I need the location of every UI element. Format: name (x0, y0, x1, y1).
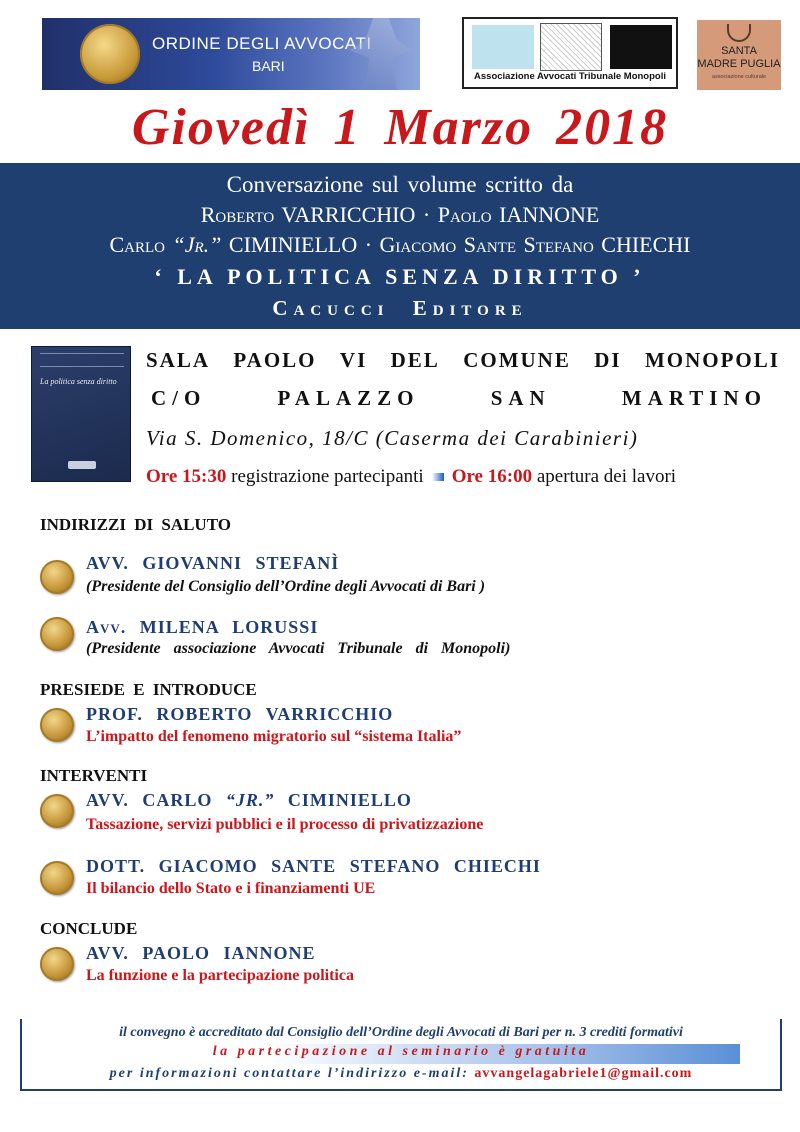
santa-logo-line3: associazione culturale (711, 74, 767, 80)
author3-last: CIMINIELLO (228, 232, 358, 257)
santa-logo-line2: MADRE PUGLIA (697, 58, 781, 70)
book-cover-stripe (40, 353, 124, 367)
assoc-logo-portrait-icon (540, 23, 602, 71)
medal-coin-icon (40, 794, 74, 828)
justice-statue-icon (342, 18, 420, 90)
assoc-logo-left-block (472, 25, 534, 69)
heading-presiede: PRESIEDE E INTRODUCE (40, 680, 257, 699)
talk-title: Il bilancio dello Stato e i finanziamenti UE (86, 880, 376, 897)
assoc-logo-right-block (610, 25, 672, 69)
speaker-prefix: Avv. (86, 617, 127, 637)
venue-address: Via S. Domenico, 18/C (Caserma dei Carabinieri) (146, 426, 639, 450)
venue-word: VI (339, 348, 368, 372)
assoc-logo-caption: Associazione Avvocati Tribunale Monopoli (474, 71, 666, 82)
author1-last: VARRICCHIO (281, 202, 416, 227)
venue-word: COMUNE (463, 348, 571, 372)
speaker-name: PROF. ROBERTO VARRICCHIO (86, 704, 394, 724)
contact-email: avvangelagabriele1@gmail.com (474, 1066, 693, 1081)
speaker-name: DOTT. GIACOMO SANTE STEFANO CHIECHI (86, 856, 541, 876)
talk-title: Tassazione, servizi pubblici e il processo di privatizzazione (86, 816, 484, 833)
heading-conclude: CONCLUDE (40, 919, 138, 938)
band-authors-row1 (0, 202, 800, 228)
ordine-logo-line1: ORDINE DEGLI AVVOCATI (152, 34, 372, 53)
venue-word: SALA (146, 348, 211, 372)
schedule (146, 466, 676, 488)
publisher-name: Cacucci (272, 296, 390, 320)
author2-last: IANNONE (499, 202, 600, 227)
venue-line2 (151, 386, 767, 411)
santa-madre-puglia-logo (697, 20, 781, 90)
santa-logo-mark-icon (727, 24, 751, 42)
author-separator: · (422, 202, 431, 227)
footer-box (20, 1019, 782, 1091)
talk-title: L’impatto del fenomeno migratorio sul “sistema Italia” (86, 728, 462, 745)
medal-coin-icon (40, 560, 74, 594)
speaker-name-text: AVV. CARLO (86, 790, 213, 810)
speaker-name: AVV. PAOLO IANNONE (86, 943, 316, 963)
venue-word: PAOLO (233, 348, 317, 372)
venue-word: MARTINO (621, 386, 767, 410)
footer-credits: il convegno è accreditato dal Consiglio dell’Ordine degli Avvocati di Bari per n. 3 crediti formativi (119, 1025, 683, 1040)
speaker-role: (Presidente del Consiglio dell’Ordine degli Avvocati di Bari ) (86, 578, 486, 595)
author4-first: Giacomo Sante Stefano (379, 232, 594, 257)
footer-contact (22, 1066, 780, 1082)
venue-word: MONOPOLI (644, 348, 780, 372)
ordine-avvocati-logo (42, 18, 420, 90)
publisher (0, 296, 800, 321)
medal-coin-icon (40, 861, 74, 895)
santa-logo-line1: SANTA (721, 45, 757, 57)
time-registration: Ore 15:30 (146, 466, 227, 487)
speaker-nick: “JR.” (225, 790, 275, 810)
medal-coin-icon (40, 708, 74, 742)
author3-first: Carlo (109, 232, 165, 257)
venue-word: PALAZZO (277, 386, 420, 410)
publisher-word: Editore (412, 296, 528, 320)
associazione-logo (462, 17, 678, 89)
author2-first: Paolo (437, 202, 492, 227)
author3-nick: “Jr.” (172, 232, 222, 257)
band-authors-row2 (0, 232, 800, 258)
medal-coin-icon (40, 617, 74, 651)
book-cover-image (31, 346, 131, 482)
time-registration-text: registrazione partecipanti (231, 466, 424, 487)
venue-word: SAN (490, 386, 551, 410)
title-band (0, 163, 800, 329)
blue-square-bullet-icon (432, 473, 444, 481)
author1-first: Roberto (200, 202, 275, 227)
speaker-name: AVV. GIOVANNI STEFANÌ (86, 553, 340, 573)
author4-last: CHIECHI (601, 232, 691, 257)
speaker-role: (Presidente associazione Avvocati Tribunale di Monopoli) (86, 640, 511, 657)
speaker-name (86, 617, 318, 638)
author-separator: · (364, 232, 373, 257)
speaker-name-text: CIMINIELLO (287, 790, 412, 810)
venue-word: DEL (390, 348, 440, 372)
medal-coin-icon (40, 947, 74, 981)
book-title: ‘ LA POLITICA SENZA DIRITTO ’ (154, 264, 646, 289)
medal-coin-icon (80, 24, 140, 84)
book-cover-title: La politica senza diritto (40, 377, 117, 386)
band-intro: Conversazione sul volume scritto da (226, 172, 574, 197)
heading-saluto: INDIRIZZI DI SALUTO (40, 515, 231, 534)
time-start: Ore 16:00 (451, 466, 533, 487)
heading-interventi: INTERVENTI (40, 766, 148, 785)
venue-word: DI (594, 348, 622, 372)
footer-free: la partecipazione al seminario è gratuita (62, 1044, 740, 1064)
time-start-text: apertura dei lavori (536, 466, 677, 487)
speaker-name-text: MILENA LORUSSI (139, 617, 319, 637)
ordine-logo-line2: BARI (252, 58, 285, 74)
talk-title: La funzione e la partecipazione politica (86, 967, 354, 984)
event-date: Giovedì 1 Marzo 2018 (131, 99, 669, 156)
footer-contact-text: per informazioni contattare l’indirizzo e-mail: (109, 1066, 469, 1081)
speaker-name (86, 790, 412, 811)
book-cover-publisher-logo-icon (68, 461, 96, 469)
venue-word: C/O (151, 386, 207, 410)
venue-line1 (146, 348, 780, 373)
